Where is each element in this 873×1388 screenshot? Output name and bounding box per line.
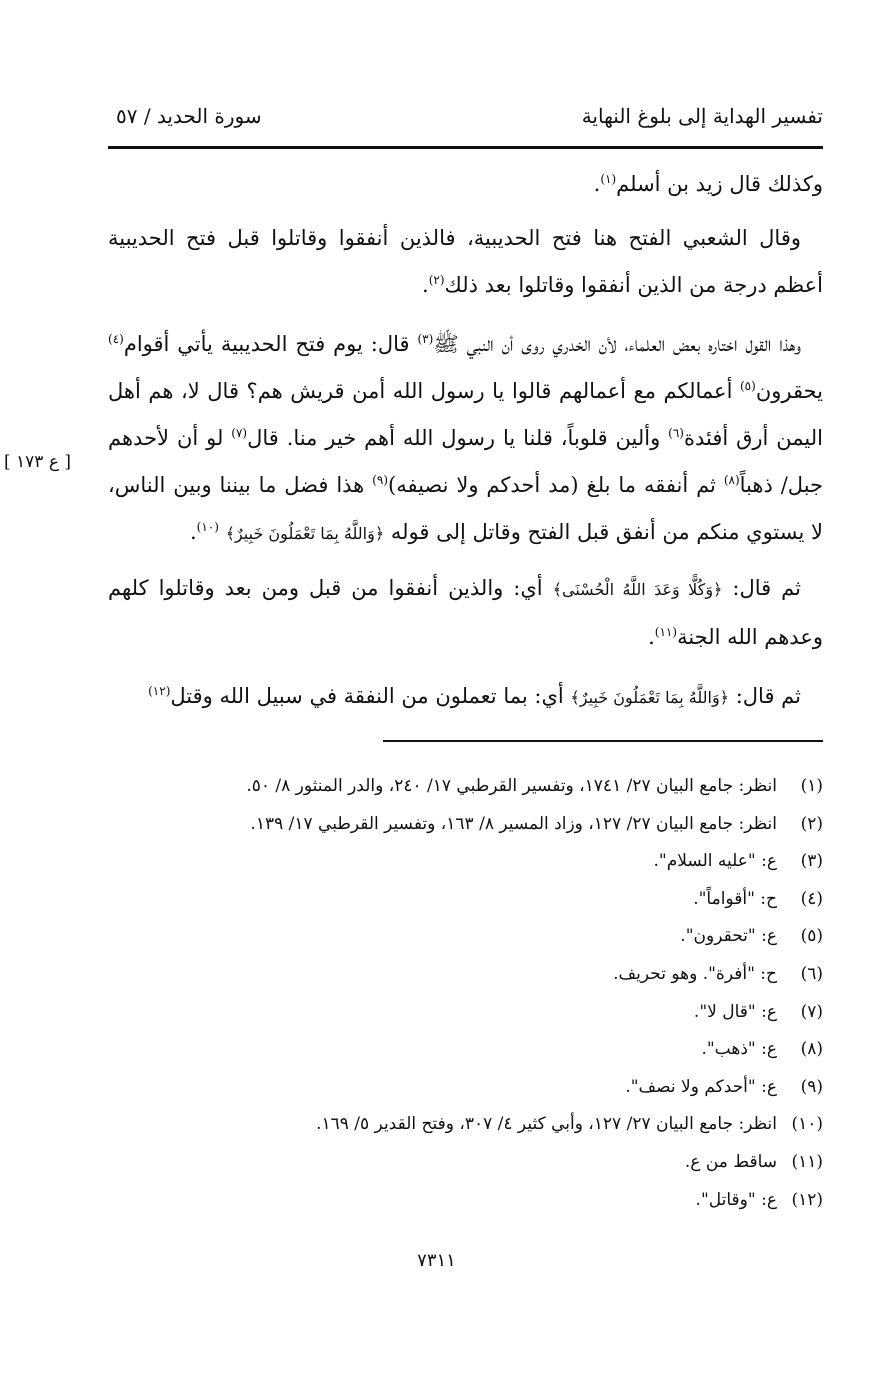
- footnote-number: (٥): [800, 926, 823, 947]
- text-segment: وقال الشعبي الفتح هنا فتح الحديبية، فالذين أنفقوا وقاتلوا قبل فتح الحديبية أعظم درجة من الذين أنفقوا وقاتلوا بعد ذلك: [108, 226, 823, 297]
- footnote-text: ع: "قال لا".: [693, 1001, 777, 1022]
- page-number: ٧٣١١: [417, 1250, 456, 1271]
- footnote-text: ع: "أحدكم ولا نصف".: [625, 1076, 777, 1097]
- text-segment: .: [593, 172, 601, 196]
- text-segment: هذا فضل ما بيننا وبين الناس، لا يستوي منكم من أنفق قبل الفتح وقاتل إلى قوله: [108, 473, 823, 544]
- footnote-text: انظر: جامع البيان ٢٧/ ١٢٧، وزاد المسير ٨/ ١٦٣، وتفسير القرطبي ١٧/ ١٣٩.: [250, 813, 777, 834]
- footnote-item: [108, 806, 823, 844]
- text-segment: أي: والذين أنفقوا من قبل ومن بعد وقاتلوا كلهم وعدهم الله الجنة: [108, 576, 823, 649]
- text-segment: ثم أنفقه ما بلغ (مد أحدكم ولا نصيفه): [388, 473, 724, 497]
- footnote-ref: (١٠): [196, 520, 219, 534]
- paragraph: [108, 318, 823, 555]
- footnote-item: [108, 956, 823, 994]
- paragraph: [108, 670, 823, 719]
- margin-manuscript-note: [ ع ١٧٣ ]: [4, 452, 72, 472]
- footnote-ref: (٦): [668, 426, 684, 440]
- text-segment: لو أن لأحدهم جبل/ ذهباً: [108, 426, 824, 497]
- footnote-item: [108, 843, 823, 881]
- footnote-ref: (٣): [417, 332, 434, 346]
- text-segment: وهذا القول اختاره بعض العلماء، لأن الخدري روى أن النبي ﷺ: [433, 332, 802, 356]
- footnote-number: (٨): [800, 1039, 823, 1060]
- text-segment: يحقرون: [755, 379, 823, 403]
- footnote-number: (٦): [800, 963, 823, 984]
- footnote-ref: (٤): [108, 332, 124, 346]
- footnote-number: (١٢): [791, 1189, 823, 1210]
- text-segment: وألين قلوباً، قلنا يا رسول الله أهم خير منا. قال: [247, 426, 669, 450]
- footnote-text: انظر: جامع البيان ٢٧/ ١٢٧، وأبي كثير ٤/ ٣٠٧، وفتح القدير ٥/ ١٦٩.: [316, 1114, 777, 1135]
- text-segment: قال: يوم فتح الحديبية يأتي أقوام: [123, 332, 418, 356]
- footnotes-list: [108, 768, 823, 1219]
- footnote-ref: (١٢): [148, 684, 171, 698]
- footnote-ref: (٨): [723, 473, 740, 487]
- text-segment: وكذلك قال زيد بن أسلم: [616, 172, 823, 196]
- text-segment: ثم قال:: [722, 576, 801, 600]
- running-header: [108, 104, 823, 138]
- paragraph: [108, 158, 823, 205]
- footnote-item: [108, 768, 823, 806]
- footnote-number: (٩): [800, 1076, 823, 1097]
- footnote-number: (٢): [800, 813, 823, 834]
- footnote-item: [108, 1144, 823, 1182]
- book-title: تفسير الهداية إلى بلوغ النهاية: [581, 104, 823, 128]
- quran-verse: ﴿وَاللَّهُ بِمَا تَعْمَلُونَ خَبِيرٌ﴾: [225, 524, 385, 543]
- footnote-ref: (٥): [739, 379, 756, 393]
- footnote-text: ع: "تحقرون".: [680, 926, 777, 947]
- footnote-text: ح: "أفرة". وهو تحريف.: [613, 963, 777, 984]
- paragraph: [108, 217, 823, 306]
- footnote-text: ع: "عليه السلام".: [653, 851, 777, 872]
- footnote-item: [108, 1182, 823, 1220]
- text-segment: .: [189, 520, 197, 544]
- text-segment: ثم قال:: [729, 684, 801, 708]
- footnote-number: (١): [800, 776, 823, 796]
- footnote-ref: (٧): [231, 426, 248, 440]
- text-segment: أعمالكم مع أعمالهم قالوا يا رسول الله أمن قريش هم؟ قال لا، هم أهل اليمن أرق أفئدة: [108, 379, 823, 450]
- footnote-item: [108, 918, 823, 956]
- footnote-text: ع: "وقاتل".: [695, 1189, 777, 1210]
- footnote-text: ح: "أقواماً".: [693, 888, 777, 909]
- footnote-number: (١١): [791, 1151, 823, 1172]
- footnote-ref: (٩): [372, 473, 388, 487]
- quran-verse: ﴿وَكُلًّا وَعَدَ اللَّهُ الْحُسْنَى﴾: [552, 580, 723, 599]
- footnote-ref: (٢): [428, 273, 445, 287]
- footnote-item: [108, 994, 823, 1032]
- paragraph: [108, 567, 823, 658]
- surah-title: سورة الحديد / ٥٧: [116, 104, 262, 128]
- footnote-ref: (١): [600, 172, 617, 186]
- footnote-number: (٧): [800, 1001, 823, 1022]
- footnote-item: [108, 1031, 823, 1069]
- footnote-item: [108, 1069, 823, 1107]
- footnote-text: ع: "ذهب".: [701, 1039, 777, 1060]
- footnote-number: (٤): [800, 888, 823, 909]
- footnote-number: (٣): [800, 851, 823, 872]
- footnote-rule: [383, 740, 823, 742]
- footnote-ref: (١١): [654, 625, 678, 639]
- footnote-text: ساقط من ع.: [684, 1151, 777, 1172]
- text-segment: أي: بما تعملون من النفقة في سبيل الله وقتل: [170, 684, 571, 708]
- footnote-number: (١٠): [791, 1114, 823, 1135]
- text-segment: .: [422, 273, 429, 297]
- main-text: [108, 158, 823, 731]
- quran-verse: ﴿وَاللَّهُ بِمَا تَعْمَلُونَ خَبِيرٌ﴾: [570, 688, 730, 707]
- footnote-item: [108, 881, 823, 919]
- footnote-text: انظر: جامع البيان ٢٧/ ١٧٤١، وتفسير القرطبي ١٧/ ٢٤٠، والدر المنثور ٨/ ٥٠.: [246, 776, 777, 796]
- text-segment: [219, 520, 226, 544]
- header-rule: [108, 146, 823, 149]
- text-segment: .: [648, 625, 655, 649]
- footnote-item: [108, 1106, 823, 1144]
